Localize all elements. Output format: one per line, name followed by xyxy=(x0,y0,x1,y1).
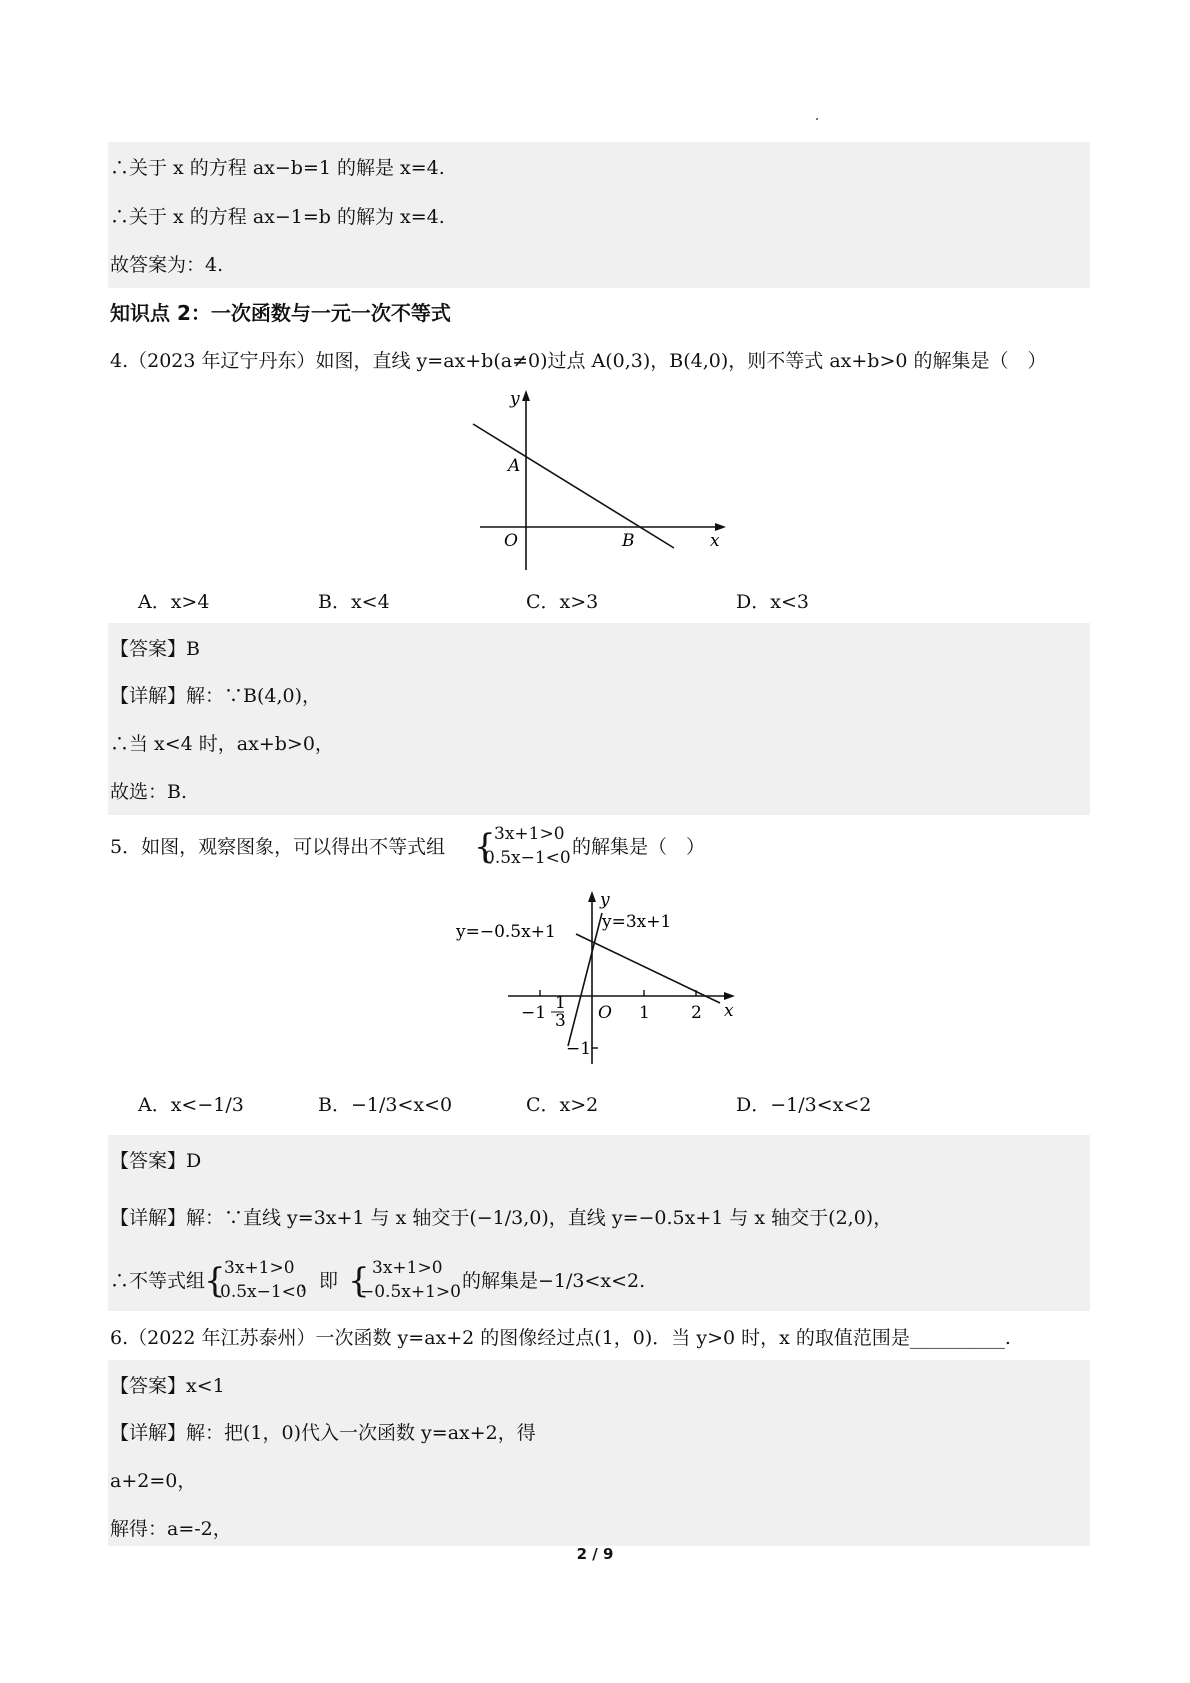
q5-label-line-3x: y=3x+1 xyxy=(602,912,672,932)
q5-detail-brace-2: { xyxy=(348,1261,370,1301)
q5-detail-2-mid: ，即 xyxy=(300,1270,339,1292)
q4-x-arrow xyxy=(715,523,726,531)
q5-detail-1: 【详解】解：∵直线 y=3x+1 与 x 轴交于(−1/3,0)，直线 y=−0.5x+1 与 x 轴交于(2,0)， xyxy=(110,1207,893,1229)
q5-system-line-1: 3x+1>0 xyxy=(494,824,565,844)
q6-answer-block xyxy=(108,1360,1090,1546)
q4-option-b: B．x<4 xyxy=(318,591,390,613)
q4-answer-block xyxy=(108,623,1090,815)
q4-option-d: D．x<3 xyxy=(736,591,809,613)
q4-label-x: x xyxy=(710,531,720,551)
prev-line-1: ∴关于 x 的方程 ax−b=1 的解是 x=4. xyxy=(110,157,445,179)
q4-answer: 【答案】B xyxy=(110,638,200,660)
q6-detail-1: 【详解】解：把(1，0)代入一次函数 y=ax+2，得 xyxy=(110,1422,536,1444)
page-number: 2 / 9 xyxy=(576,1545,614,1563)
q5-frac-den: 3 xyxy=(555,1011,566,1031)
section-heading: 知识点 2：一次函数与一元一次不等式 xyxy=(110,301,451,325)
q5-label-x: x xyxy=(724,1001,734,1021)
q5-tick-label-neg1: −1 xyxy=(521,1003,547,1023)
q5-y-arrow xyxy=(588,891,596,902)
q5-detail-sys2-line-2: −0.5x+1>0 xyxy=(360,1282,461,1302)
q4-label-y: y xyxy=(510,389,520,409)
q5-answer: 【答案】D xyxy=(110,1150,202,1172)
q5-system-line-2: 0.5x−1<0 xyxy=(484,848,571,868)
q4-option-a: A．x>4 xyxy=(138,591,210,613)
q5-detail-brace-1: { xyxy=(204,1261,226,1301)
q5-line-neg05x xyxy=(576,934,720,1003)
q5-stem-before: 5．如图，观察图象，可以得出不等式组 xyxy=(110,836,446,858)
q5-tick-label-y-neg1: −1 xyxy=(566,1039,592,1059)
q6-answer: 【答案】x<1 xyxy=(110,1375,225,1397)
q6-detail-3: 解得：a=-2， xyxy=(110,1518,232,1540)
q5-brace: { xyxy=(474,827,496,867)
q4-detail-3: 故选：B. xyxy=(110,781,188,803)
stray-mark xyxy=(816,118,818,120)
q4-figure xyxy=(468,388,738,578)
q5-option-d: D．−1/3<x<2 xyxy=(736,1094,872,1116)
q5-detail-2-after: 的解集是−1/3<x<2. xyxy=(462,1270,646,1292)
q6-stem: 6.（2022 年江苏泰州）一次函数 y=ax+2 的图像经过点(1，0)．当 y>0 时，x 的取值范围是__________. xyxy=(110,1327,1011,1349)
q5-stem-after: 的解集是（ ） xyxy=(572,836,706,858)
q5-detail-sys1-line-1: 3x+1>0 xyxy=(224,1258,295,1278)
prev-line-3: 故答案为：4. xyxy=(110,254,224,276)
q5-option-c: C．x>2 xyxy=(526,1094,599,1116)
q5-option-a: A．x<−1/3 xyxy=(138,1094,244,1116)
prev-line-2: ∴关于 x 的方程 ax−1=b 的解为 x=4. xyxy=(110,206,445,228)
q5-x-arrow xyxy=(724,992,735,1000)
q5-tick-label-1: 1 xyxy=(639,1003,650,1023)
q5-figure xyxy=(452,888,742,1070)
q5-line-3x xyxy=(568,913,602,1046)
q5-frac-num: 1 xyxy=(555,993,566,1013)
q5-label-y: y xyxy=(600,890,610,910)
q5-label-line-neg05x: y=−0.5x+1 xyxy=(456,922,556,942)
q4-label-b: B xyxy=(622,531,635,551)
q5-detail-sys1-line-2: 0.5x−1<0 xyxy=(220,1282,307,1302)
q4-detail-1: 【详解】解：∵B(4,0)， xyxy=(110,685,322,707)
q4-stem: 4.（2023 年辽宁丹东）如图，直线 y=ax+b(a≠0)过点 A(0,3)，B(4,0)，则不等式 ax+b>0 的解集是（ ） xyxy=(110,350,1047,372)
q4-label-o: O xyxy=(504,531,518,551)
q5-detail-2-before: ∴不等式组 xyxy=(110,1270,206,1292)
q5-tick-label-2: 2 xyxy=(691,1003,702,1023)
q6-detail-2: a+2=0， xyxy=(110,1470,197,1492)
q5-option-b: B．−1/3<x<0 xyxy=(318,1094,453,1116)
q5-label-o: O xyxy=(598,1003,612,1023)
q4-label-a: A xyxy=(508,456,521,476)
q4-detail-2: ∴当 x<4 时，ax+b>0， xyxy=(110,733,334,755)
q4-option-c: C．x>3 xyxy=(526,591,599,613)
q4-y-arrow xyxy=(522,390,530,401)
q5-detail-sys2-line-1: 3x+1>0 xyxy=(372,1258,443,1278)
q4-line-ab xyxy=(473,424,674,548)
